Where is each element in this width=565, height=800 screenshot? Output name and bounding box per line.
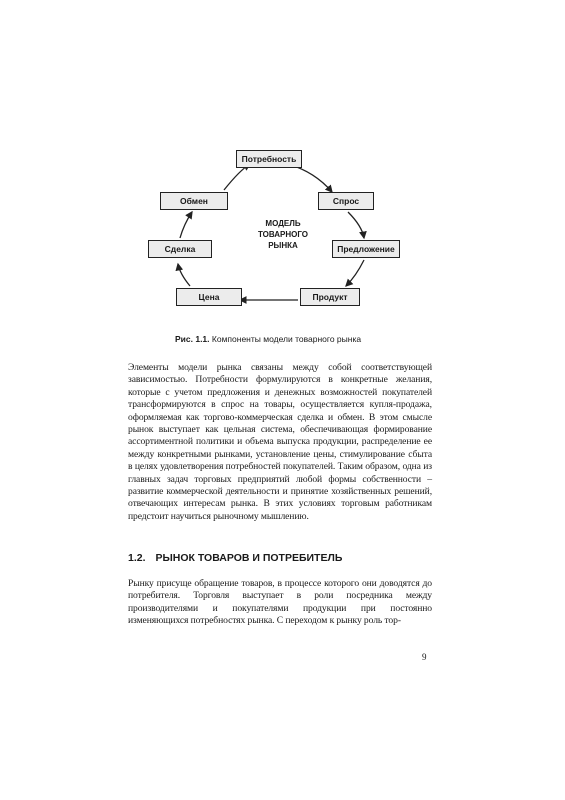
center-title-line: МОДЕЛЬ xyxy=(265,219,301,228)
caption-text: Компоненты модели товарного рынка xyxy=(209,334,362,344)
node-demand: Спрос xyxy=(318,192,374,210)
node-offer: Предложение xyxy=(332,240,400,258)
diagram-center-title xyxy=(248,218,318,251)
page-number: 9 xyxy=(422,652,427,662)
center-title-line: РЫНКА xyxy=(268,241,298,250)
caption-prefix: Рис. 1.1. xyxy=(175,334,210,344)
body-paragraph-1: Элементы модели рынка связаны между собой соответствующей зависимостью. Потребности формулируются в конкретные желания, которые с учетом предложения и денежных возможностей покупателей трансформируются в спрос на товары, осуществляется купля-продажа, оформляемая как торгово-коммерческая сделка и обмен. В этом смысле рынок выступает как цельная система, обеспечивающая формирование ассортиментной политики и объема выпуска продукции, распределение ее между конкретными рынками, установление цены, стимулирование сбыта в целях удовлетворения потребностей покупателей. Таким образом, одна из главных задач торговых предприятий любой формы собственности – развитие коммерческой деятельности и принятие хозяйственных решений, отвечающих интересам рынка. В этих условиях торговым работникам предстоит научиться рыночному мышлению. xyxy=(128,362,432,522)
center-title-line: ТОВАРНОГО xyxy=(257,230,309,239)
node-price: Цена xyxy=(176,288,242,306)
node-need: Потребность xyxy=(236,150,302,168)
node-deal: Сделка xyxy=(148,240,212,258)
section-title: РЫНОК ТОВАРОВ И ПОТРЕБИТЕЛЬ xyxy=(155,552,343,564)
market-model-diagram xyxy=(140,140,420,320)
section-number: 1.2. xyxy=(128,552,146,564)
node-exchange: Обмен xyxy=(160,192,228,210)
node-product: Продукт xyxy=(300,288,360,306)
figure-caption xyxy=(175,334,361,344)
section-heading xyxy=(128,552,342,564)
body-paragraph-2: Рынку присуще обращение товаров, в процессе которого они доводятся до потребителя. Торговля выступает в роли посредника между производителями и покупателями продукции при постоянно изменяющихся потребностях рынка. С переходом к рынку роль тор- xyxy=(128,578,432,627)
